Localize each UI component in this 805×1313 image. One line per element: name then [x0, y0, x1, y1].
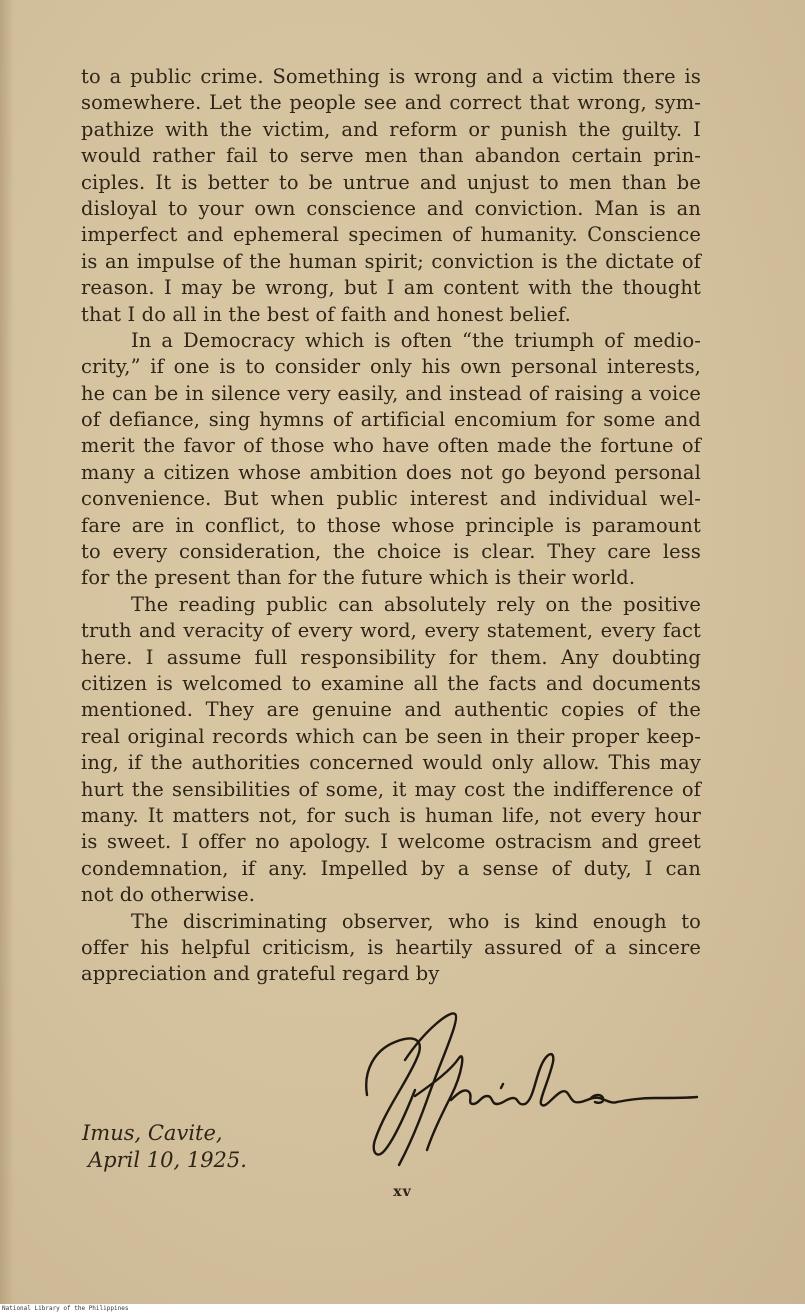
text-line: of defiance, sing hymns of artificial encomium for some and: [81, 408, 701, 432]
text-line: mentioned. They are genuine and authentic copies of the: [81, 698, 701, 722]
page-number: xv: [393, 1184, 412, 1200]
page-gutter-shadow: [0, 0, 14, 1304]
text-line: offer his helpful criticism, is heartily assured of a sincere: [81, 935, 701, 959]
text-line: here. I assume full responsibility for them. Any doubting: [81, 645, 701, 669]
text-line: merit the favor of those who have often made the fortune of: [81, 434, 701, 458]
text-line: not do otherwise.: [81, 883, 256, 907]
text-line: condemnation, if any. Impelled by a sense of duty, I can: [81, 856, 701, 880]
text-line: would rather fail to serve men than abandon certain prin-: [81, 144, 701, 168]
text-line: many a citizen whose ambition does not go beyond personal: [81, 460, 701, 484]
text-line: citizen is welcomed to examine all the facts and documents: [81, 671, 701, 695]
text-line: is an impulse of the human spirit; conviction is the dictate of: [81, 249, 701, 273]
text-line: In a Democracy which is often “the triumph of medio-: [131, 328, 701, 352]
place-line: Imus, Cavite,: [82, 1121, 223, 1145]
text-line: many. It matters not, for such is human life, not every hour: [81, 803, 701, 827]
text-line: that I do all in the best of faith and honest belief.: [81, 302, 571, 326]
text-line: crity,” if one is to consider only his own personal interests,: [81, 355, 701, 379]
text-line: convenience. But when public interest and individual wel-: [81, 487, 701, 511]
handwritten-signature: [355, 1000, 700, 1172]
text-line: The reading public can absolutely rely on the positive: [131, 592, 701, 616]
text-line: to every consideration, the choice is clear. They care less: [81, 540, 701, 564]
library-credit: National Library of the Philippines: [2, 1305, 129, 1312]
text-line: is sweet. I offer no apology. I welcome ostracism and greet: [81, 830, 701, 854]
text-line: real original records which can be seen in their proper keep-: [81, 724, 701, 748]
text-line: reason. I may be wrong, but I am content with the thought: [81, 276, 701, 300]
text-line: somewhere. Let the people see and correct that wrong, sym-: [81, 91, 701, 115]
date-line: April 10, 1925.: [88, 1148, 247, 1172]
body-text: [81, 64, 701, 988]
text-line: ing, if the authorities concerned would only allow. This may: [81, 751, 701, 775]
text-line: he can be in silence very easily, and instead of raising a voice: [81, 381, 701, 405]
text-line: appreciation and grateful regard by: [81, 962, 440, 986]
text-line: to a public crime. Something is wrong and a victim there is: [81, 65, 701, 88]
text-line: hurt the sensibilities of some, it may cost the indifference of: [81, 777, 701, 801]
text-line: pathize with the victim, and reform or punish the guilty. I: [81, 117, 701, 141]
text-line: imperfect and ephemeral specimen of humanity. Conscience: [81, 223, 701, 247]
place-and-date: [82, 1120, 247, 1174]
text-line: fare are in conflict, to those whose principle is paramount: [81, 513, 701, 537]
text-line: ciples. It is better to be untrue and unjust to men than be: [81, 170, 701, 194]
text-line: The discriminating observer, who is kind enough to: [131, 909, 701, 933]
text-line: truth and veracity of every word, every statement, every fact: [81, 619, 701, 643]
text-line: for the present than for the future which is their world.: [81, 566, 636, 590]
text-line: disloyal to your own conscience and conviction. Man is an: [81, 196, 701, 220]
